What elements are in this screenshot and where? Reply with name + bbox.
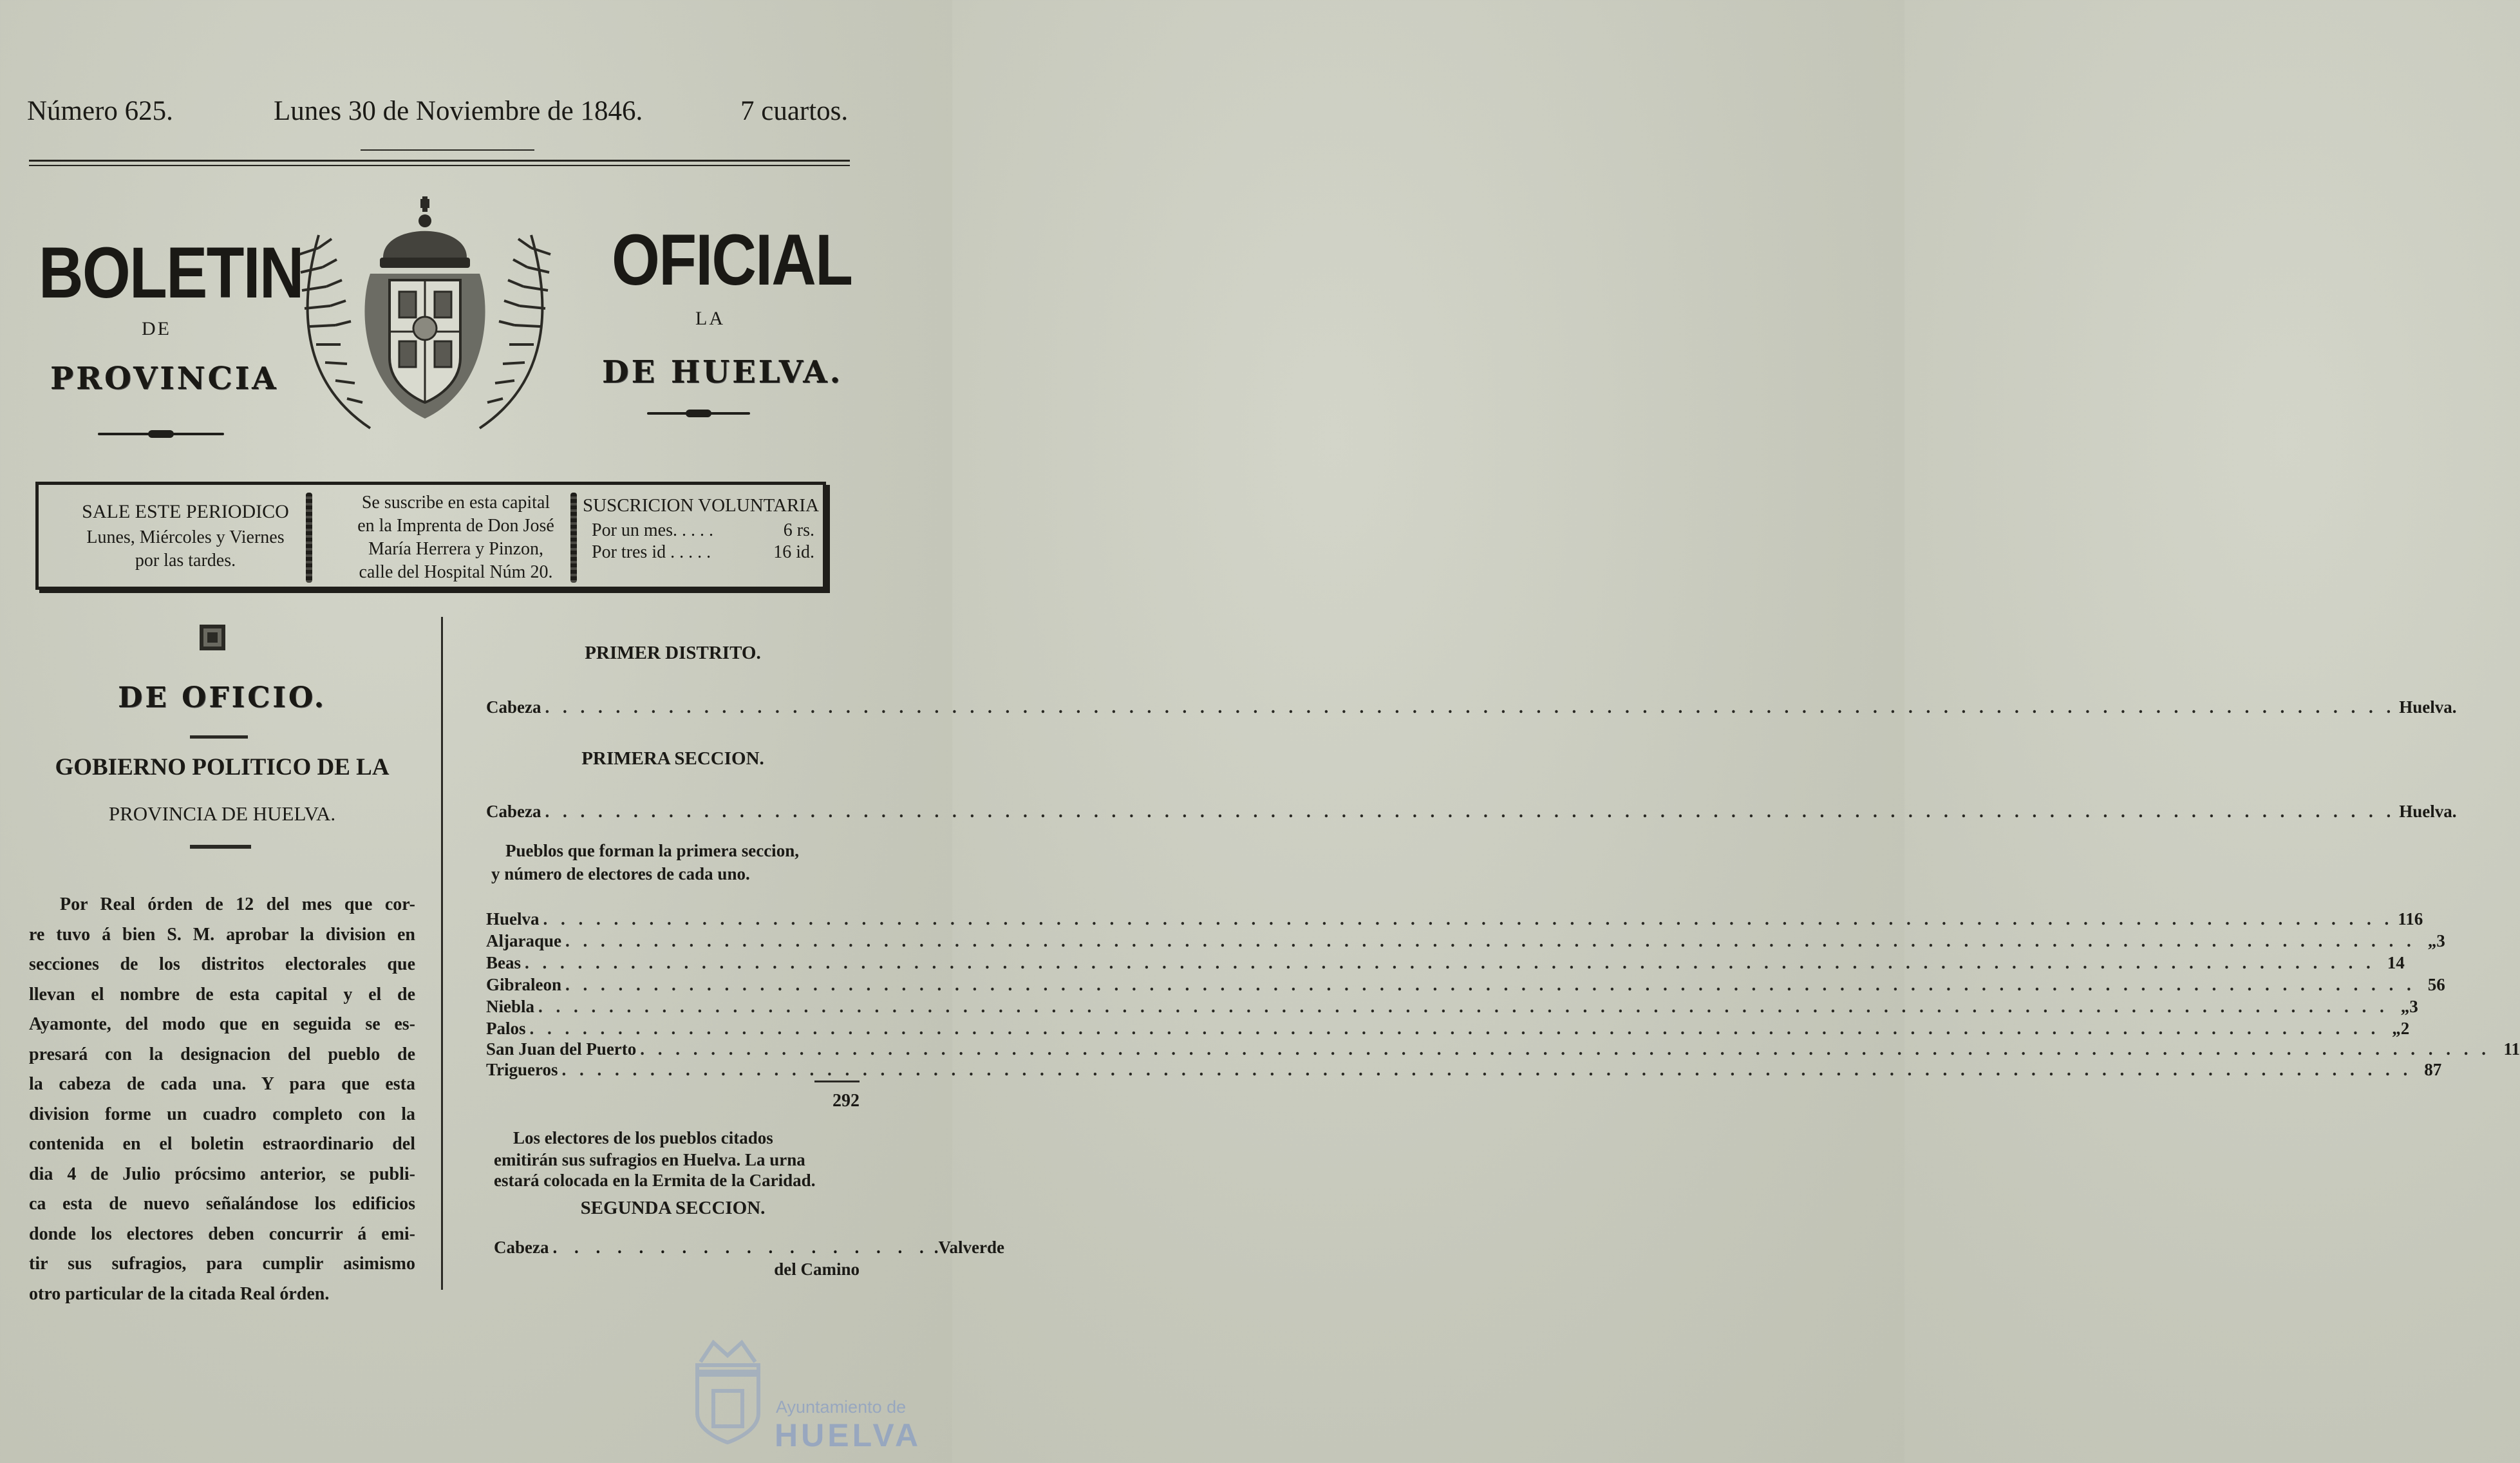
- official-seal-icon: [198, 623, 227, 652]
- decree-line: division forme un cuadro completo con la: [29, 1104, 415, 1124]
- masthead-la: LA: [695, 308, 725, 329]
- column-divider: [441, 617, 443, 1290]
- issue-date: Lunes 30 de Noviembre de 1846.: [274, 96, 643, 126]
- decree-line: secciones de los distritos electorales que: [29, 954, 415, 974]
- city-crest-watermark-icon: [688, 1336, 768, 1446]
- note-line-2: emitirán sus sufragios en Huelva. La urna: [494, 1150, 805, 1169]
- note-line-3: estará colocada en la Ermita de la Caridad.: [494, 1171, 816, 1190]
- masthead-de-huelva: DE HUELVA.: [602, 354, 843, 390]
- masthead-oficial: OFICIAL: [612, 220, 852, 300]
- masthead-provincia: PROVINCIA: [50, 361, 279, 397]
- price-row-three: Por tres id . . . . . 16 id.: [592, 542, 814, 562]
- section-2-head-cont: del Camino: [774, 1260, 860, 1279]
- sum-rule: [814, 1081, 860, 1082]
- issue-number: Número 625.: [27, 96, 173, 126]
- heading-rule-2: [190, 845, 251, 849]
- section-1-head-row: Cabeza . . . Huelva.: [486, 802, 860, 822]
- town-row: San Juan del Puerto . . . 11: [486, 1039, 860, 1059]
- town-row: Niebla . . . „3: [486, 997, 860, 1017]
- district-listing: [486, 0, 2520, 1463]
- district-title: PRIMER DISTRITO.: [585, 643, 761, 663]
- publication-time: por las tardes.: [135, 551, 236, 571]
- decree-line: ca esta de nuevo señalándose los edificios: [29, 1194, 415, 1214]
- government-subtitle: PROVINCIA DE HUELVA.: [108, 802, 336, 825]
- issue-price: 7 cuartos.: [740, 96, 849, 126]
- decree-line: otro particular de la citada Real órden.: [29, 1283, 330, 1304]
- subscription-divider-left: [306, 493, 312, 583]
- district-head-row: Cabeza . . . Huelva.: [486, 697, 860, 717]
- electors-total: 292: [832, 1091, 860, 1111]
- address-line-3: María Herrera y Pinzon,: [368, 539, 544, 559]
- address-line-4: calle del Hospital Núm 20.: [359, 562, 553, 582]
- decree-line: la cabeza de cada una. Y para que esta: [29, 1074, 415, 1094]
- town-row: Gibraleon . . . 56: [486, 975, 860, 995]
- town-row: Beas . . . 14: [486, 953, 860, 973]
- masthead-boletin: BOLETIN: [39, 232, 303, 313]
- masthead-de: DE: [142, 318, 171, 339]
- decree-line: donde los electores deben concurrir á emi-: [29, 1223, 415, 1244]
- decree-line: llevan el nombre de esta capital y el de: [29, 984, 415, 1005]
- section-heading-de-oficio: DE OFICIO.: [118, 681, 326, 714]
- decree-line: Por Real órden de 12 del mes que cor-: [60, 894, 415, 914]
- heading-rule-1: [190, 735, 248, 739]
- section-1-title: PRIMERA SECCION.: [581, 748, 764, 769]
- watermark-line-2: HUELVA: [775, 1417, 922, 1453]
- section-2-head-row: Cabeza . . . . . . . . . . . . . . . . . . .Valverde: [494, 1238, 1004, 1257]
- decree-line: presará con la designacion del pueblo de: [29, 1044, 415, 1064]
- town-row: Huelva . . . 116: [486, 909, 860, 929]
- publication-info: [50, 485, 321, 587]
- decree-line: dia 4 de Julio prócsimo anterior, se publi-: [29, 1164, 415, 1184]
- towns-intro-1: Pueblos que forman la primera seccion,: [505, 841, 799, 860]
- government-title: GOBIERNO POLITICO DE LA: [55, 754, 390, 780]
- decree-line: re tuvo á bien S. M. aprobar la division en: [29, 924, 415, 945]
- publication-title: SALE ESTE PERIODICO: [82, 501, 289, 522]
- section-2-title: SEGUNDA SECCION.: [580, 1198, 766, 1218]
- address-line-1: Se suscribe en esta capital: [361, 493, 550, 513]
- watermark-line-1: Ayuntamiento de: [776, 1397, 907, 1417]
- publication-days: Lunes, Miércoles y Viernes: [86, 527, 285, 547]
- town-row: Palos . . . „2: [486, 1019, 860, 1039]
- town-row: Trigueros . . . 87: [486, 1060, 860, 1080]
- ornament-rule-left: [98, 433, 224, 435]
- decree-line: tir sus sufragios, para cumplir asimismo: [29, 1254, 415, 1274]
- decree-line: contenida en el boletin estraordinario del: [29, 1134, 415, 1154]
- note-line-1: Los electores de los pueblos citados: [513, 1128, 773, 1147]
- price-row-month: Por un mes. . . . . 6 rs.: [592, 520, 814, 540]
- decree-line: Ayamonte, del modo que en seguida se es-: [29, 1014, 415, 1034]
- prices-title: SUSCRICION VOLUNTARIA: [583, 495, 819, 516]
- address-line-2: en la Imprenta de Don José: [357, 516, 554, 536]
- town-row: Aljaraque . . . „3: [486, 931, 860, 951]
- towns-intro-2: y número de electores de cada uno.: [491, 864, 750, 883]
- decree-text: [29, 890, 415, 1309]
